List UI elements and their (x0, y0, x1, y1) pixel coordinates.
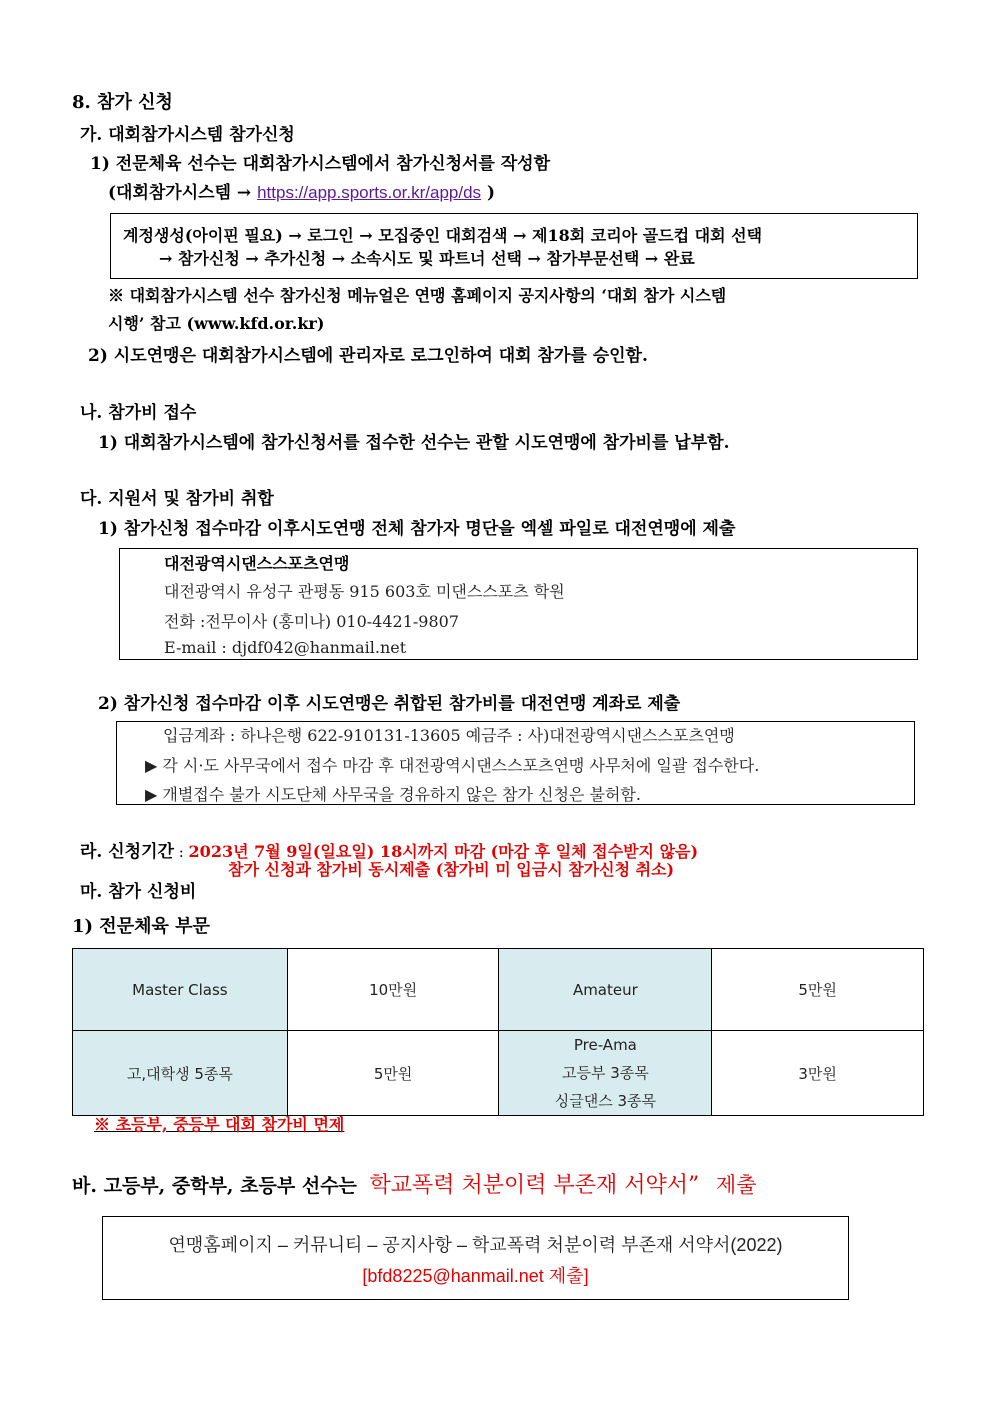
manual-note-line-2: 시행’ 참고 (www.kfd.or.kr) (108, 314, 325, 333)
ga-link-suffix: ) (486, 183, 496, 203)
ra-label: 라. 신청기간 (80, 842, 174, 862)
fee-category-line: Pre-Ama (573, 1036, 637, 1054)
fee-amount: 10만원 (287, 949, 499, 1031)
na-title: 나. 참가비 접수 (80, 403, 197, 423)
system-link[interactable]: https://app.sports.or.kr/app/ds (257, 183, 482, 202)
fee-category: 고,대학생 5종목 (73, 1031, 288, 1116)
fee-category-line: 고등부 3종목 (561, 1064, 649, 1082)
account-box (116, 721, 915, 805)
fee-category: Master Class (73, 949, 288, 1031)
fee-table (72, 948, 924, 1116)
ma-item-1: 1) 전문체육 부문 (72, 916, 210, 937)
ba-suffix: 제출 (715, 1173, 757, 1197)
ba-line (72, 1168, 757, 1199)
fee-amount: 5만원 (287, 1031, 499, 1116)
da-item-2: 2) 참가신청 접수마감 이후 시도연맹은 취합된 참가비를 대전연맹 계좌로 제출 (98, 694, 681, 714)
table-row (73, 1031, 924, 1116)
pledge-path: 연맹홈페이지 – 커뮤니티 – 공지사항 – 학교폭력 처분이력 부존재 서약서(2022) (168, 1235, 783, 1255)
manual-note-line-1: ※ 대회참가시스템 선수 참가신청 메뉴얼은 연맹 홈페이지 공지사항의 ‘대회 참가 시스템 (108, 286, 727, 305)
bullet-1: ▶ 각 시·도 사무국에서 접수 마감 후 대전광역시댄스스포츠연맹 사무처에 일괄 접수한다. (145, 756, 760, 775)
ma-title: 마. 참가 신청비 (80, 882, 197, 902)
ga-item-2: 2) 시도연맹은 대회참가시스템에 관리자로 로그인하여 대회 참가를 승인함. (88, 346, 648, 366)
contact-address: 대전광역시 유성구 관평동 915 603호 미댄스스포츠 학원 (164, 582, 565, 601)
na-item-1: 1) 대회참가시스템에 참가신청서를 접수한 선수는 관할 시도연맹에 참가비를 납부함. (98, 433, 730, 453)
steps-line-2: → 참가신청 → 추가신청 → 소속시도 및 파트너 선택 → 참가부문선택 → 완료 (159, 249, 695, 268)
contact-phone: 전화 :전무이사 (홍미나) 010-4421-9807 (164, 612, 460, 631)
ga-title: 가. 대회참가시스템 참가신청 (80, 125, 295, 145)
contact-email[interactable]: E-mail : djdf042@hanmail.net (164, 638, 407, 657)
ga-item-1: 1) 전문체육 선수는 대회참가시스템에서 참가신청서를 작성함 (90, 154, 551, 174)
fee-category-line: 싱글댄스 3종목 (554, 1092, 656, 1110)
contact-org: 대전광역시댄스스포츠연맹 (164, 554, 350, 573)
fee-amount: 3만원 (712, 1031, 924, 1116)
pledge-email[interactable]: [bfd8225@hanmail.net 제출] (362, 1266, 589, 1286)
ra-note: 참가 신청과 참가비 동시제출 (참가비 미 입금시 참가신청 취소) (228, 860, 675, 879)
ga-link-line (108, 178, 495, 203)
ba-highlight: 학교폭력 처분이력 부존재 서약서” (369, 1173, 700, 1198)
table-row (73, 949, 924, 1031)
exempt-note: ※ 초등부, 중등부 대회 참가비 면제 (94, 1115, 345, 1134)
ba-prefix: 바. 고등부, 중학부, 초등부 선수는 (72, 1175, 357, 1197)
steps-box (110, 213, 918, 279)
ga-link-prefix: (대회참가시스템 → (108, 183, 252, 203)
bank-account: 입금계좌 : 하나은행 622-910131-13605 예금주 : 사)대전광역시댄스스포츠연맹 (163, 726, 735, 745)
fee-category: Amateur (499, 949, 712, 1031)
section-heading: 8. 참가 신청 (72, 92, 173, 113)
contact-box (119, 548, 918, 660)
bullet-2: ▶ 개별접수 불가 시도단체 사무국을 경유하지 않은 참가 신청은 불허함. (145, 785, 641, 804)
ra-colon: : (173, 843, 189, 861)
da-item-1: 1) 참가신청 접수마감 이후시도연맹 전체 참가자 명단을 엑셀 파일로 대전연맹에 제출 (98, 519, 736, 539)
steps-line-1: 계정생성(아이핀 필요) → 로그인 → 모집중인 대회검색 → 제18회 코리아 골드컵 대회 선택 (123, 226, 763, 245)
pledge-box (102, 1216, 849, 1300)
da-title: 다. 지원서 및 참가비 취합 (80, 489, 274, 509)
ra-deadline: 2023년 7월 9일(일요일) 18시까지 마감 (마감 후 일체 접수받지 않음) (188, 842, 699, 861)
fee-category (499, 1031, 712, 1116)
fee-amount: 5만원 (712, 949, 924, 1031)
